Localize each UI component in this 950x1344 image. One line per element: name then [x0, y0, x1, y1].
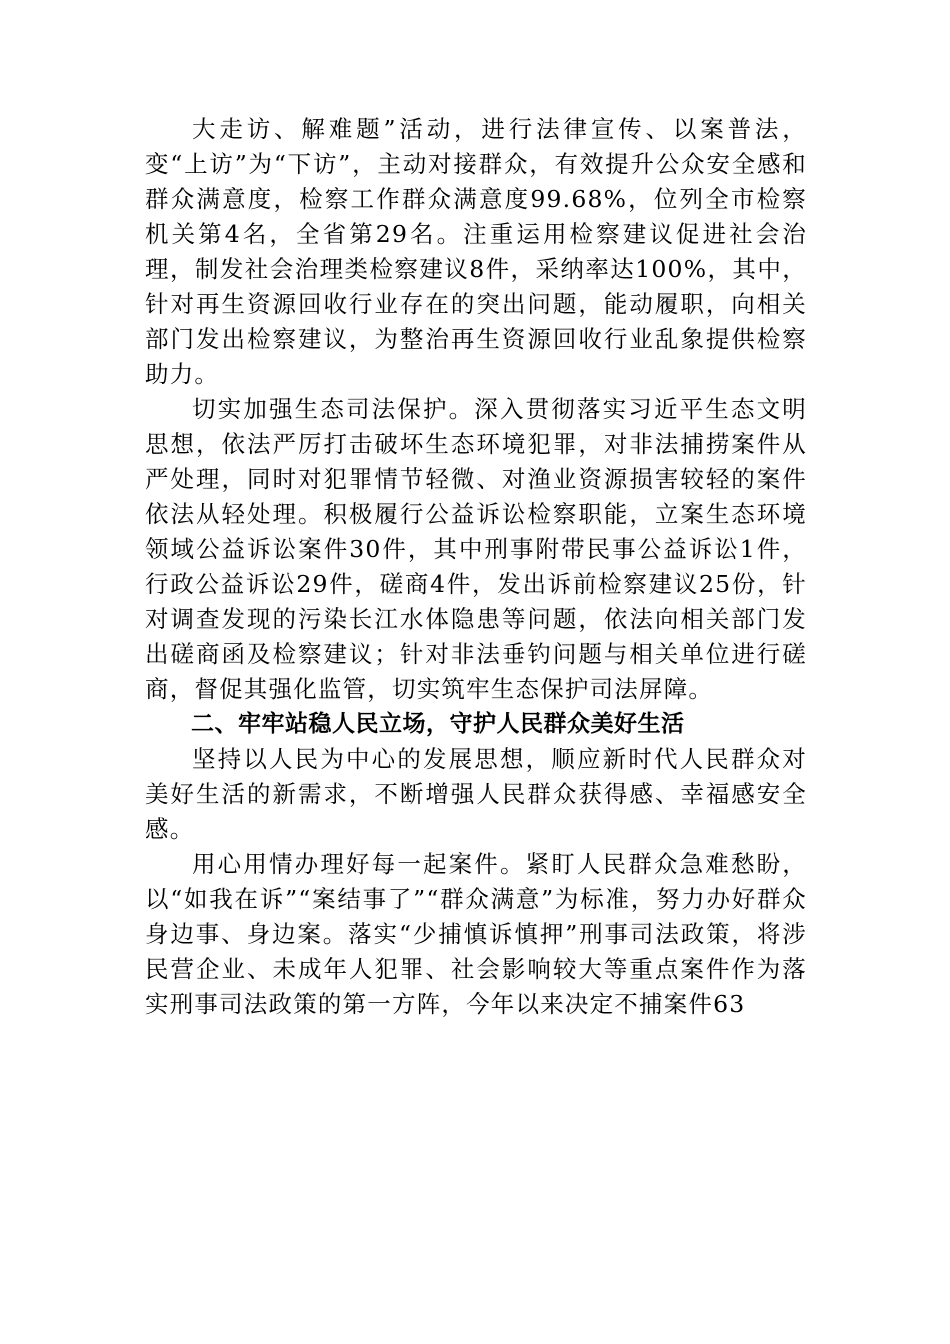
paragraph-case-handling: 用心用情办理好每一起案件。紧盯人民群众急难愁盼，以“如我在诉”“案结事了”“群众满意”为标准，努力办好群众身边事、身边案。落实“少捕慎诉慎押”刑事司法政策，将涉民营企业、未成年人犯罪、社会影响较大等重点案件作为落实刑事司法政策的第一方阵，今年以来决定不捕案件63 — [145, 850, 807, 1018]
section-heading: 二、牢牢站稳人民立场，守护人民群众美好生活 — [191, 711, 685, 737]
paragraph-public-outreach: 大走访、解难题”活动，进行法律宣传、以案普法，变“上访”为“下访”，主动对接群众，有效提升公众安全感和群众满意度，检察工作群众满意度99.68%，位列全市检察机关第4名，全省第29名。注重运用检察建议促进社会治理，制发社会治理类检察建议8件，采纳率达100%，其中，针对再生资源回收行业存在的突出问题，能动履职，向相关部门发出检察建议，为整治再生资源回收行业乱象提供检察助力。 — [145, 115, 807, 388]
paragraph-people-centered: 坚持以人民为中心的发展思想，顺应新时代人民群众对美好生活的新需求，不断增强人民群众获得感、幸福感安全感。 — [145, 745, 807, 843]
document-page — [145, 112, 807, 1022]
paragraph-ecological-protection: 切实加强生态司法保护。深入贯彻落实习近平生态文明思想，依法严厉打击破坏生态环境犯罪，对非法捕捞案件从严处理，同时对犯罪情节轻微、对渔业资源损害较轻的案件依法从轻处理。积极履行公益诉讼检察职能，立案生态环境领域公益诉讼案件30件，其中刑事附带民事公益诉讼1件，行政公益诉讼29件，磋商4件，发出诉前检察建议25份，针对调查发现的污染长江水体隐患等问题，依法向相关部门发出磋商函及检察建议；针对非法垂钓问题与相关单位进行磋商，督促其强化监管，切实筑牢生态保护司法屏障。 — [145, 395, 807, 703]
